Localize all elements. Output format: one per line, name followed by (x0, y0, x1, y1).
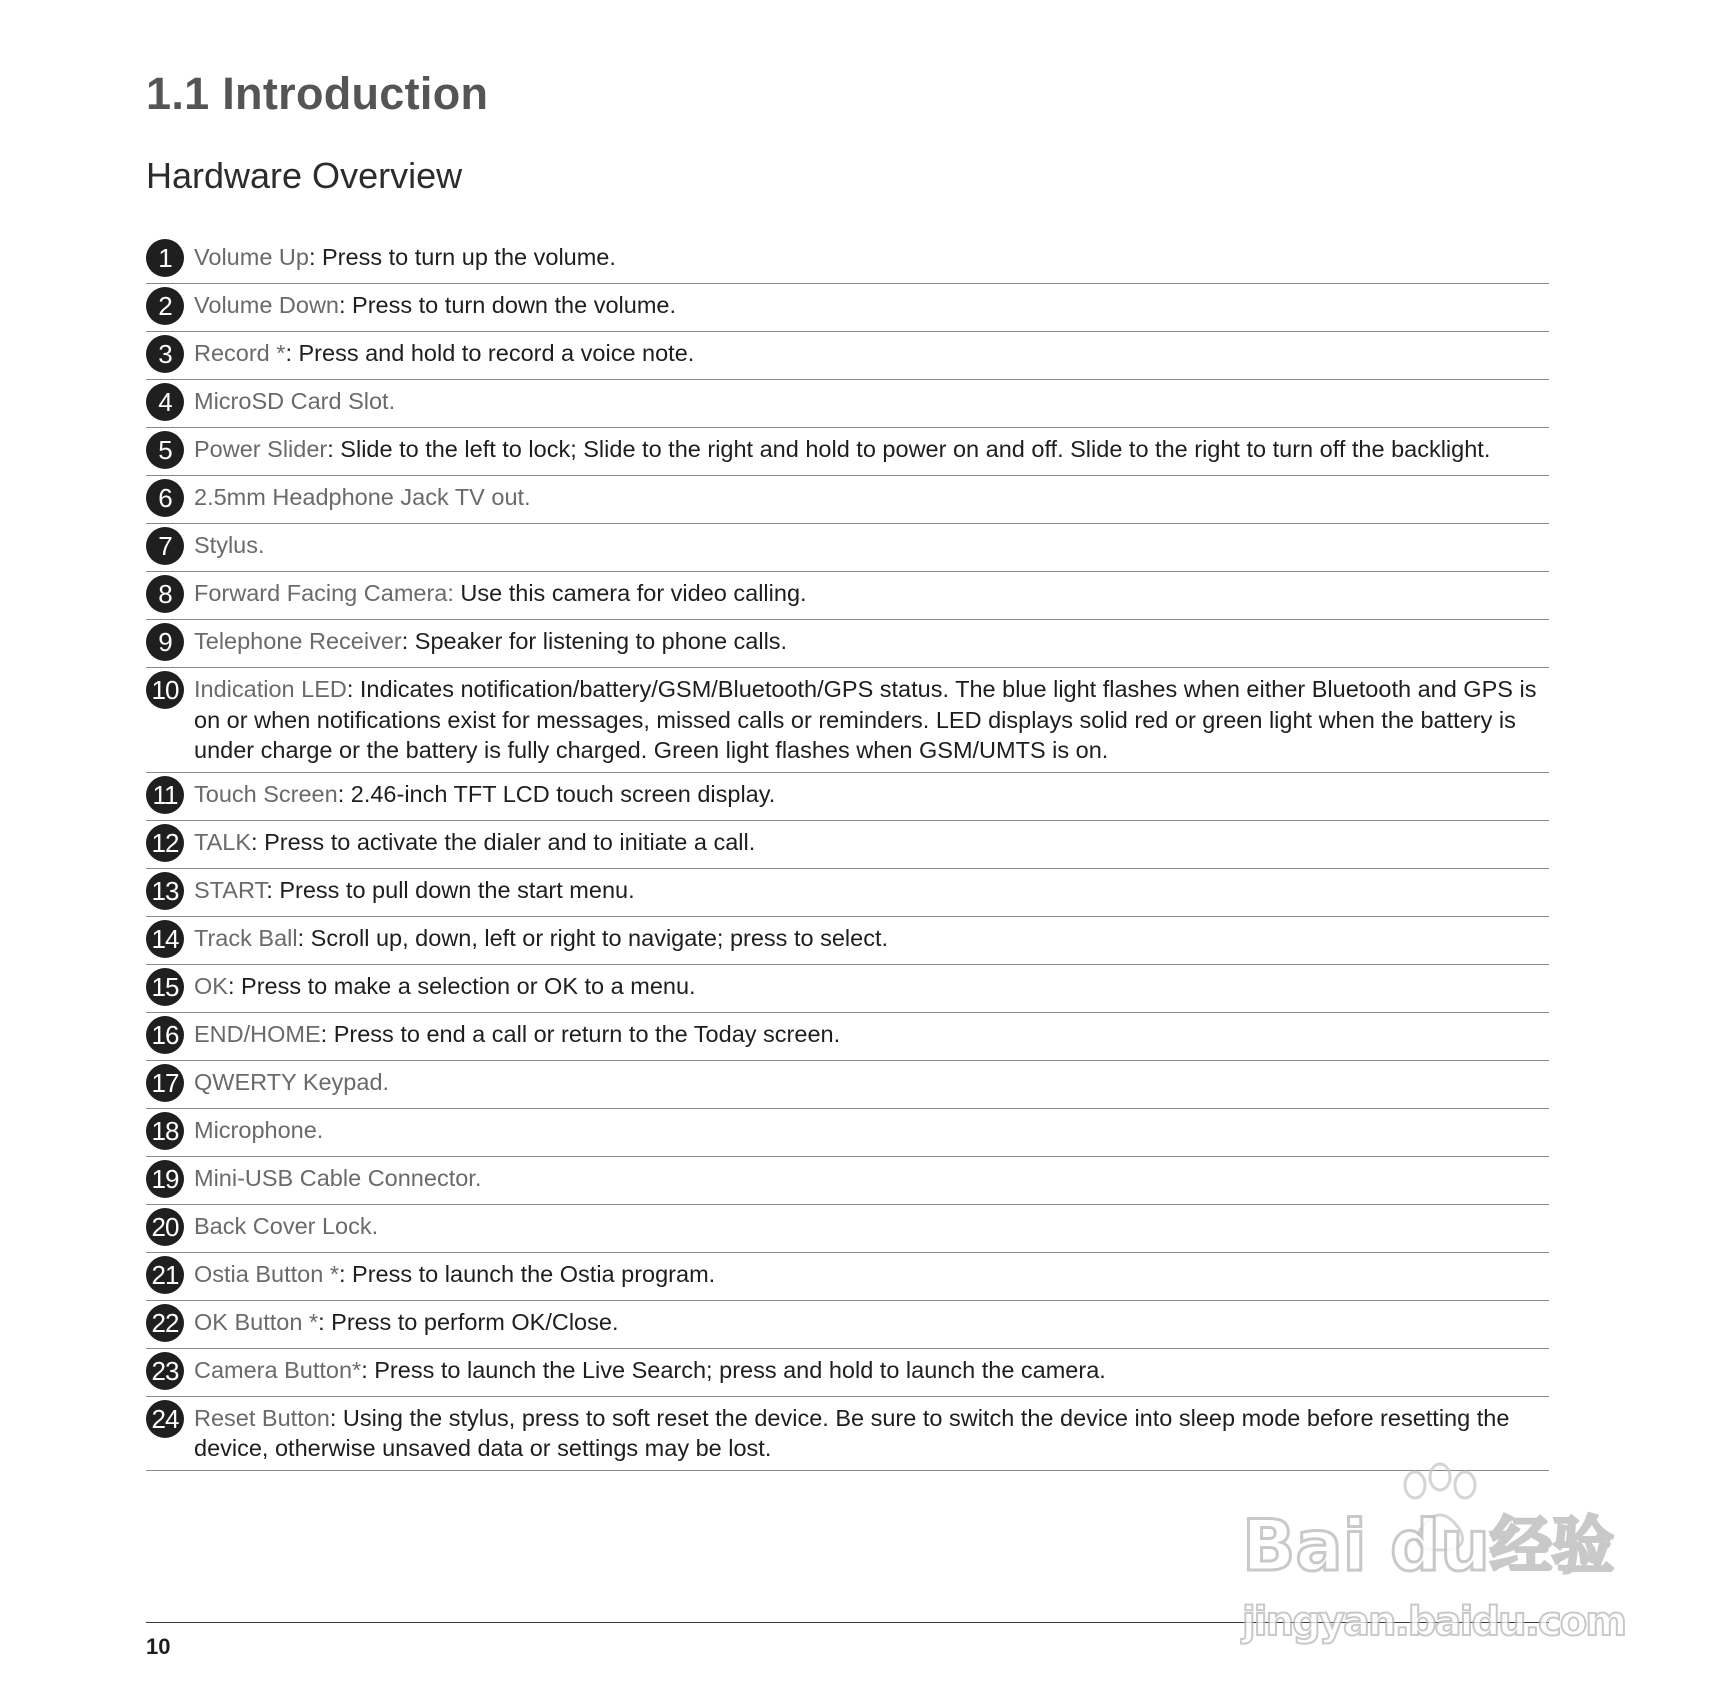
svg-text:经验: 经验 (1490, 1509, 1615, 1582)
item-text (194, 239, 1549, 273)
svg-text:Bai: Bai (1242, 1505, 1367, 1587)
item-number-badge: 22 (146, 1304, 184, 1342)
item-term: Back Cover Lock. (194, 1212, 379, 1239)
list-item (146, 380, 1549, 428)
item-description: : Press to launch the Live Search; press and hold to launch the camera. (361, 1356, 1106, 1383)
hardware-list (146, 236, 1549, 1471)
item-text (194, 968, 1549, 1002)
item-text (194, 1160, 1549, 1194)
item-text (194, 920, 1549, 954)
item-term: Volume Up (194, 244, 309, 270)
item-number-badge: 2 (146, 287, 184, 325)
list-item (146, 1253, 1549, 1301)
item-term: Power Slider (194, 436, 328, 462)
item-term: Camera Button* (194, 1356, 362, 1383)
list-item (146, 1109, 1549, 1157)
item-number-badge: 12 (146, 824, 184, 862)
item-term: Track Ball (194, 924, 298, 951)
item-number-badge: 4 (146, 383, 184, 421)
item-term: Reset Button (194, 1404, 330, 1431)
item-term: OK Button * (194, 1308, 319, 1335)
svg-text:du: du (1390, 1505, 1490, 1587)
list-item (146, 476, 1549, 524)
item-text (194, 383, 1549, 417)
item-number-badge: 14 (146, 920, 184, 958)
item-text (194, 1016, 1549, 1050)
item-number-badge: 18 (146, 1112, 184, 1150)
list-item (146, 572, 1549, 620)
item-description: : Using the stylus, press to soft reset the device. Be sure to switch the device into sleep mode before resetting the device, otherwise unsaved data or settings may be lost. (194, 1404, 1510, 1461)
item-text (194, 527, 1549, 561)
item-description: : Press and hold to record a voice note. (285, 340, 695, 366)
item-term: TALK (194, 828, 252, 855)
item-description: : Press to make a selection or OK to a menu. (227, 972, 696, 999)
list-item (146, 917, 1549, 965)
item-number-badge: 24 (146, 1400, 184, 1438)
item-text (194, 623, 1549, 657)
item-description: : Press to launch the Ostia program. (339, 1260, 716, 1287)
list-item (146, 1301, 1549, 1349)
item-number-badge: 10 (146, 671, 184, 709)
item-text (194, 824, 1549, 858)
list-item (146, 668, 1549, 773)
list-item (146, 332, 1549, 380)
list-item (146, 1061, 1549, 1109)
list-item (146, 869, 1549, 917)
item-description: Use this camera for video calling. (453, 580, 807, 606)
item-number-badge: 20 (146, 1208, 184, 1246)
item-text (194, 431, 1549, 465)
item-text (194, 872, 1549, 906)
item-term: Record * (194, 340, 286, 366)
list-item (146, 965, 1549, 1013)
item-number-badge: 9 (146, 623, 184, 661)
item-term: Touch Screen (194, 780, 338, 807)
list-item (146, 524, 1549, 572)
item-number-badge: 21 (146, 1256, 184, 1294)
list-item (146, 1157, 1549, 1205)
item-term: Ostia Button * (194, 1260, 339, 1287)
item-description: : Press to turn down the volume. (339, 292, 676, 318)
item-number-badge: 6 (146, 479, 184, 517)
item-term: Telephone Receiver (194, 628, 402, 654)
footer-divider (146, 1622, 1549, 1623)
page-number: 10 (146, 1634, 171, 1659)
item-term: Indication LED (194, 676, 347, 702)
item-text (194, 1304, 1549, 1338)
item-description: : Press to end a call or return to the Today screen. (320, 1020, 841, 1047)
item-term: START (194, 876, 267, 903)
list-item (146, 1397, 1549, 1471)
item-number-badge: 7 (146, 527, 184, 565)
item-number-badge: 11 (146, 776, 184, 814)
item-number-badge: 5 (146, 431, 184, 469)
item-term: Microphone. (194, 1116, 324, 1143)
list-item (146, 1013, 1549, 1061)
item-text (194, 575, 1549, 609)
list-item (146, 236, 1549, 284)
item-term: Stylus. (194, 532, 265, 558)
item-number-badge: 13 (146, 872, 184, 910)
list-item (146, 1349, 1549, 1397)
item-term: Forward Facing Camera: (194, 580, 454, 606)
item-text (194, 287, 1549, 321)
item-description: : Slide to the left to lock; Slide to the right and hold to power on and off. Slide to the right to turn off the backlight. (327, 436, 1491, 462)
item-term: OK (194, 972, 228, 999)
item-text (194, 479, 1549, 513)
list-item (146, 1205, 1549, 1253)
item-term: END/HOME (194, 1020, 321, 1047)
item-number-badge: 8 (146, 575, 184, 613)
list-item (146, 773, 1549, 821)
list-item (146, 821, 1549, 869)
list-item (146, 428, 1549, 476)
page-title: 1.1 Introduction (146, 68, 489, 119)
item-number-badge: 16 (146, 1016, 184, 1054)
item-description: : Indicates notification/battery/GSM/Bluetooth/GPS status. The blue light flashes when either Bluetooth and GPS is on or when notifications exist for messages, missed calls or reminders. LED displays solid red or green light when the battery is under charge or the battery is fully charged. Green light flashes when GSM/UMTS is on. (194, 676, 1537, 763)
item-number-badge: 19 (146, 1160, 184, 1198)
list-item (146, 284, 1549, 332)
item-description: : Press to pull down the start menu. (266, 876, 635, 903)
item-description: : 2.46-inch TFT LCD touch screen display. (337, 780, 776, 807)
item-term: MicroSD Card Slot. (194, 388, 396, 414)
item-description: : Press to perform OK/Close. (318, 1308, 619, 1335)
svg-text:jingyan.baidu.com: jingyan.baidu.com (1242, 1599, 1627, 1645)
item-term: 2.5mm Headphone Jack TV out. (194, 484, 531, 510)
item-number-badge: 17 (146, 1064, 184, 1102)
item-number-badge: 15 (146, 968, 184, 1006)
section-title: Hardware Overview (146, 155, 463, 196)
item-text (194, 335, 1549, 369)
item-text (194, 1112, 1549, 1146)
item-description: : Press to activate the dialer and to initiate a call. (251, 828, 756, 855)
item-term: QWERTY Keypad. (194, 1068, 390, 1095)
item-description: : Speaker for listening to phone calls. (401, 628, 788, 654)
item-text (194, 776, 1549, 810)
item-term: Mini-USB Cable Connector. (194, 1164, 482, 1191)
item-text (194, 1400, 1549, 1464)
item-number-badge: 1 (146, 239, 184, 277)
item-description: : Scroll up, down, left or right to navigate; press to select. (297, 924, 888, 951)
list-item (146, 620, 1549, 668)
item-text (194, 1256, 1549, 1290)
item-text (194, 1064, 1549, 1098)
item-term: Volume Down (194, 292, 339, 318)
item-description: : Press to turn up the volume. (308, 244, 616, 270)
document-page (146, 0, 1549, 1701)
item-text (194, 1208, 1549, 1242)
item-number-badge: 23 (146, 1352, 184, 1390)
item-number-badge: 3 (146, 335, 184, 373)
item-text (194, 671, 1549, 766)
item-text (194, 1352, 1549, 1386)
